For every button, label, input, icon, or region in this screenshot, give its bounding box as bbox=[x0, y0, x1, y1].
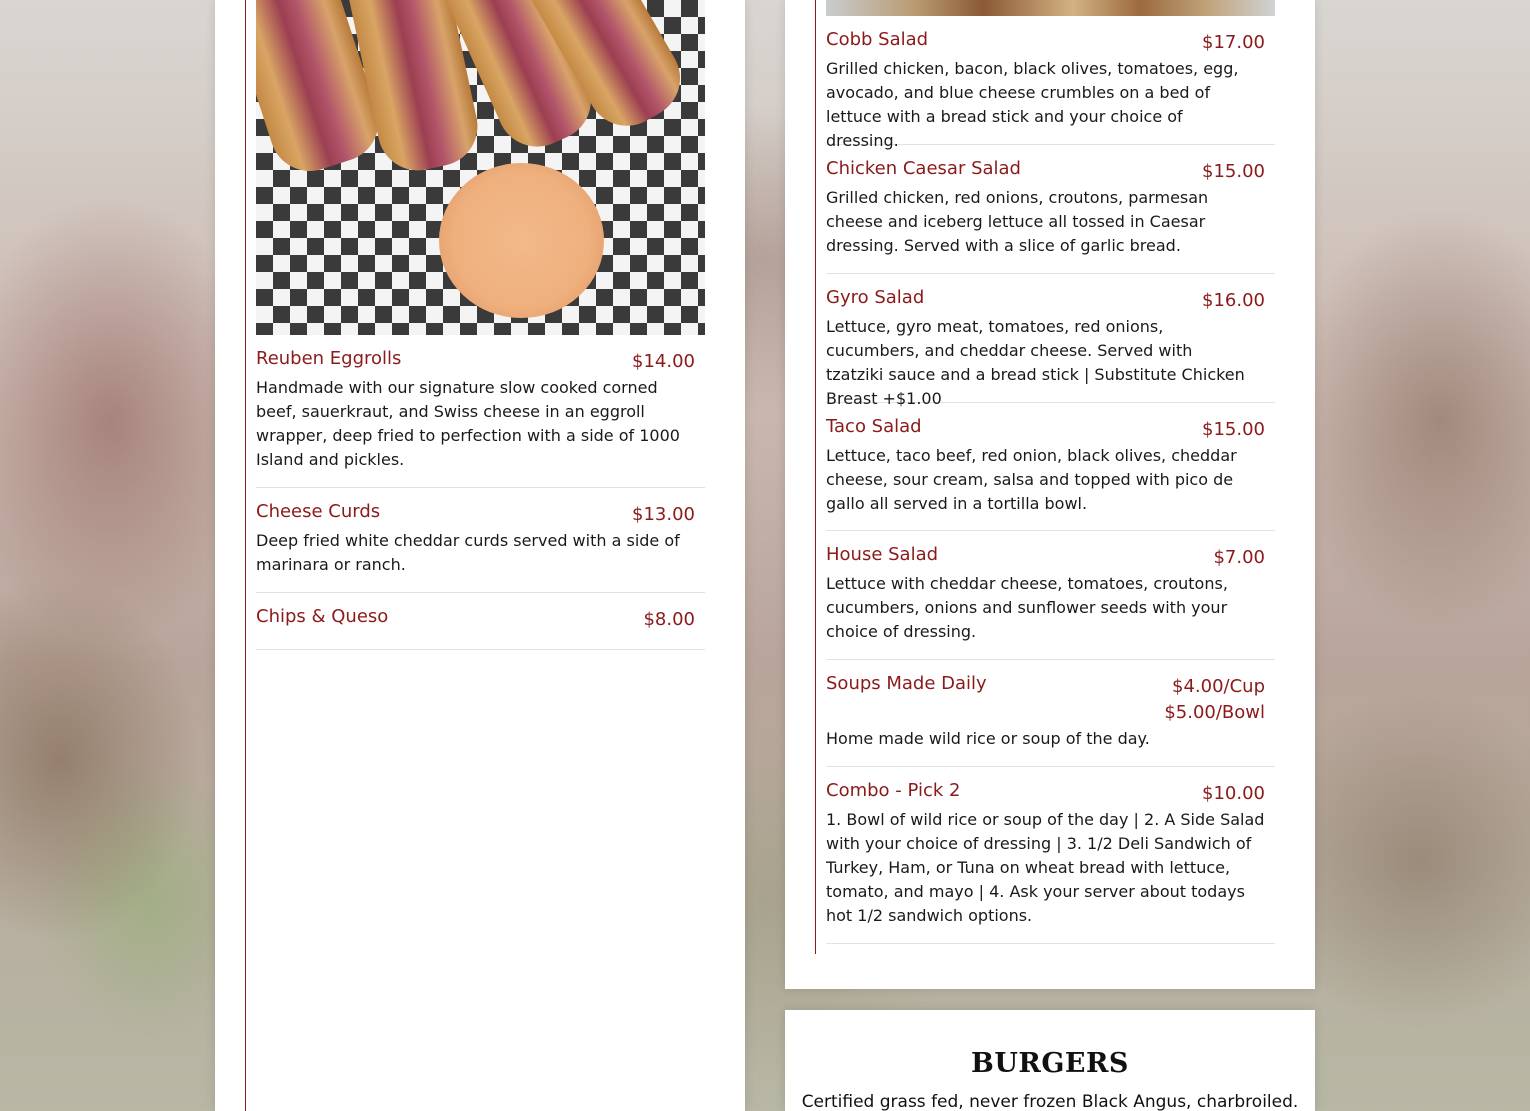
menu-item-soups-made-daily bbox=[826, 673, 1275, 767]
menu-item-cobb-salad bbox=[826, 29, 1275, 150]
price-cup: $4.00/Cup bbox=[1172, 676, 1265, 697]
item-price: $15.00 bbox=[1202, 419, 1265, 440]
item-description: Home made wild rice or soup of the day. bbox=[826, 729, 1150, 748]
item-name: Combo - Pick 2 bbox=[826, 780, 961, 801]
item-price: $8.00 bbox=[643, 609, 695, 630]
menu-item-combo-pick-2 bbox=[826, 780, 1275, 944]
accent-divider bbox=[245, 0, 246, 1111]
section-subtitle: Certified grass fed, never frozen Black Angus, charbroiled. bbox=[801, 1092, 1299, 1111]
item-name: Reuben Eggrolls bbox=[256, 348, 402, 369]
item-description: Lettuce, gyro meat, tomatoes, red onions, cucumbers, and cheddar cheese. Served with tzatziki sauce and a bread stick | Substitute Chicken Breast +$1.00 bbox=[826, 317, 1245, 408]
item-description: Lettuce with cheddar cheese, tomatoes, croutons, cucumbers, onions and sunflower seeds with your choice of dressing. bbox=[826, 574, 1228, 641]
item-name: House Salad bbox=[826, 544, 939, 565]
menu-item-chips-queso bbox=[256, 606, 705, 650]
item-description: Lettuce, taco beef, red onion, black olives, cheddar cheese, sour cream, salsa and topped with pico de gallo all served in a tortilla bowl. bbox=[826, 446, 1237, 513]
appetizers-panel bbox=[215, 0, 745, 1111]
item-name: Chips & Queso bbox=[256, 606, 389, 627]
item-name: Chicken Caesar Salad bbox=[826, 158, 1021, 179]
menu-item-reuben-eggrolls bbox=[256, 348, 705, 488]
item-price: $13.00 bbox=[632, 504, 695, 525]
item-name: Cheese Curds bbox=[256, 501, 381, 522]
item-price: $7.00 bbox=[1213, 547, 1265, 568]
burgers-panel bbox=[785, 1010, 1315, 1111]
reuben-eggrolls-photo bbox=[256, 0, 705, 335]
sauce-cup-image bbox=[439, 163, 604, 318]
menu-item-cheese-curds bbox=[256, 501, 705, 593]
item-name: Taco Salad bbox=[826, 416, 922, 437]
item-price: $15.00 bbox=[1202, 161, 1265, 182]
section-title: BURGERS bbox=[971, 1048, 1129, 1079]
item-price: $17.00 bbox=[1202, 32, 1265, 53]
price-bowl: $5.00/Bowl bbox=[1164, 702, 1265, 723]
accent-divider bbox=[815, 0, 816, 954]
item-description: Grilled chicken, bacon, black olives, tomatoes, egg, avocado, and blue cheese crumbles on a bed of lettuce with a bread stick and your choice of dressing. bbox=[826, 59, 1239, 150]
item-price: $16.00 bbox=[1202, 290, 1265, 311]
salads-panel bbox=[785, 0, 1315, 989]
item-name: Soups Made Daily bbox=[826, 673, 987, 694]
item-description: Grilled chicken, red onions, croutons, parmesan cheese and iceberg lettuce all tossed in Caesar dressing. Served with a slice of garlic bread. bbox=[826, 188, 1209, 255]
menu-item-chicken-caesar-salad bbox=[826, 158, 1275, 274]
menu-item-taco-salad bbox=[826, 416, 1275, 531]
item-description: Handmade with our signature slow cooked corned beef, sauerkraut, and Swiss cheese in an eggroll wrapper, deep fried to perfection with a side of 1000 Island and pickles. bbox=[256, 378, 680, 469]
menu-item-house-salad bbox=[826, 544, 1275, 660]
item-price bbox=[1164, 676, 1265, 724]
item-name: Cobb Salad bbox=[826, 29, 929, 50]
salad-photo bbox=[826, 0, 1275, 16]
item-name: Gyro Salad bbox=[826, 287, 925, 308]
item-price: $10.00 bbox=[1202, 783, 1265, 804]
item-price: $14.00 bbox=[632, 351, 695, 372]
item-description: Deep fried white cheddar curds served with a side of marinara or ranch. bbox=[256, 531, 680, 574]
item-description: 1. Bowl of wild rice or soup of the day | 2. A Side Salad with your choice of dressing | 3. 1/2 Deli Sandwich of Turkey, Ham, or Tuna on wheat bread with lettuce, tomato, and mayo | 4. Ask your server about todays hot 1/2 sandwich options. bbox=[826, 810, 1265, 925]
menu-item-gyro-salad bbox=[826, 287, 1275, 408]
